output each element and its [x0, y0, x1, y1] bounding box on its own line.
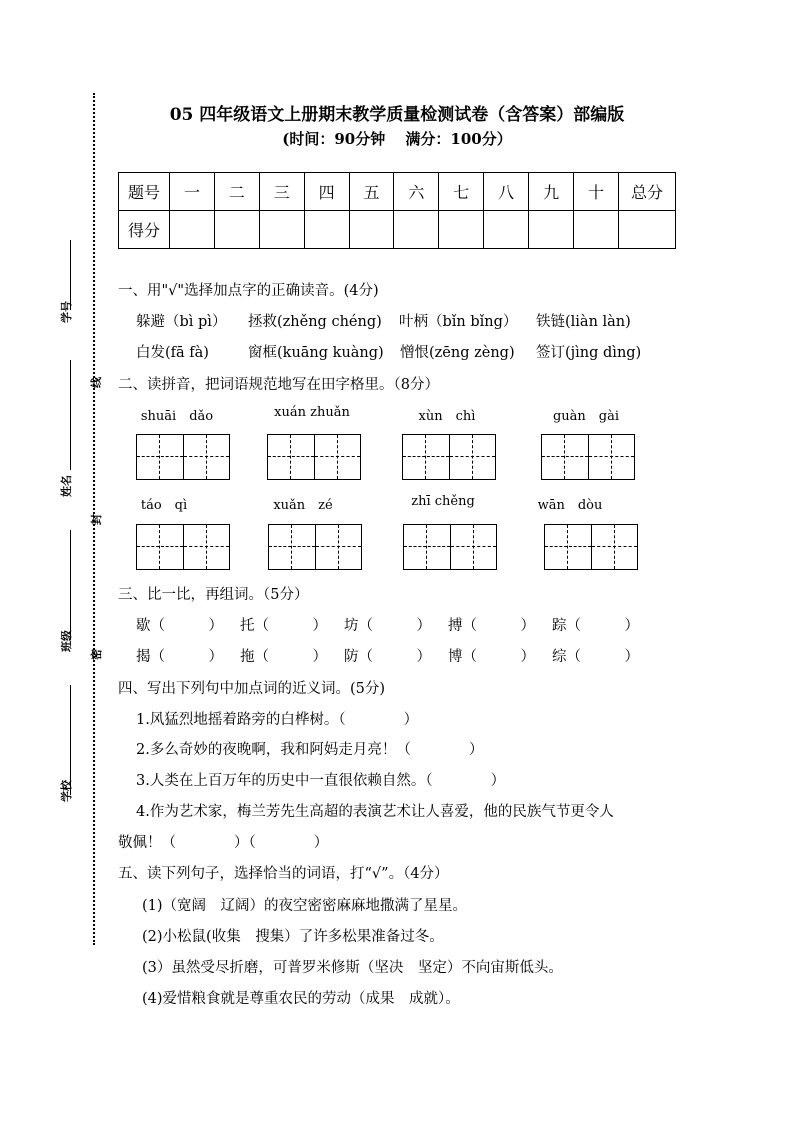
score-table-cell: 三: [259, 173, 304, 211]
s5-item[interactable]: (2)小松鼠(收集 搜集）了许多松果准备过冬。: [142, 929, 444, 945]
score-table-cell: 题号: [119, 173, 170, 211]
side-line-xuehao: [70, 240, 71, 310]
score-table-cell: 八: [484, 173, 529, 211]
s3-item[interactable]: 综（ ）: [552, 649, 639, 665]
s5-item[interactable]: (1)（宽阔 辽阔）的夜空密密麻麻地撒满了星星。: [142, 898, 468, 914]
side-label-xian: 线: [90, 377, 103, 388]
tianzige-box[interactable]: [268, 524, 362, 570]
s3-item[interactable]: 托（ ）: [240, 618, 327, 634]
tianzige-box[interactable]: [136, 524, 230, 570]
tianzige-box[interactable]: [403, 524, 497, 570]
s1-item[interactable]: 躲避（bì pì）: [136, 314, 227, 330]
score-input-cell[interactable]: [529, 211, 574, 249]
section-2-heading: 二、读拼音，把词语规范地写在田字格里。（8分）: [118, 377, 439, 393]
side-label-xuexiao: 学校: [60, 780, 73, 802]
side-label-xuehao: 学号: [60, 301, 73, 323]
score-input-cell[interactable]: [394, 211, 439, 249]
score-table-cell: 二: [214, 173, 259, 211]
s4-item: 4.作为艺术家，梅兰芳先生高超的表演艺术让人喜爱，他的民族气节更令人: [136, 804, 614, 820]
score-table-cell: 七: [439, 173, 484, 211]
pinyin-label: xuán zhuǎn: [274, 405, 350, 420]
score-table-label: 得分: [119, 211, 170, 249]
s3-item[interactable]: 坊（ ）: [344, 618, 431, 634]
s3-item[interactable]: 拖（ ）: [240, 649, 327, 665]
s1-item[interactable]: 叶柄（bǐn bǐng）: [399, 314, 518, 330]
section-4-heading: 四、写出下列句中加点词的近义词。(5分): [118, 681, 386, 697]
s1-item[interactable]: 签订(jìng dìng): [536, 345, 642, 361]
s1-item[interactable]: 白发(fā fà): [136, 345, 209, 361]
s4-item[interactable]: 2.多么奇妙的夜晚啊，我和阿妈走月亮！（ ）: [136, 742, 484, 758]
score-table: [118, 172, 676, 249]
side-line-banji: [70, 530, 71, 640]
s5-item[interactable]: (4)爱惜粮食就是尊重农民的劳动（成果 成就）。: [142, 991, 460, 1007]
tianzige-box[interactable]: [544, 524, 638, 570]
tianzige-box[interactable]: [402, 434, 496, 480]
s3-item[interactable]: 防（ ）: [344, 649, 431, 665]
s4-item[interactable]: 1.风猛烈地摇着路旁的白桦树。（ ）: [136, 712, 419, 728]
tianzige-box[interactable]: [267, 434, 361, 480]
s1-item[interactable]: 憎恨(zēng zèng): [400, 345, 515, 361]
score-input-cell[interactable]: [349, 211, 394, 249]
score-input-cell[interactable]: [259, 211, 304, 249]
score-input-cell[interactable]: [484, 211, 529, 249]
score-input-cell[interactable]: [304, 211, 349, 249]
section-1-heading: 一、用"√"选择加点字的正确读音。(4分): [118, 283, 379, 299]
s1-item[interactable]: 铁链(liàn làn): [536, 314, 631, 330]
tianzige-box[interactable]: [136, 434, 230, 480]
score-table-cell: 四: [304, 173, 349, 211]
score-table-score-row: [119, 211, 676, 249]
side-line-xuexiao: [70, 685, 71, 795]
pinyin-label: xuǎn zé: [273, 498, 333, 513]
score-input-cell[interactable]: [214, 211, 259, 249]
pinyin-label: xùn chì: [418, 409, 476, 424]
s4-item[interactable]: 3.人类在上百万年的历史中一直很依赖自然。（ ）: [136, 773, 506, 789]
side-label-feng: 封: [90, 514, 103, 525]
score-input-cell[interactable]: [439, 211, 484, 249]
side-label-xingming: 姓名: [60, 475, 73, 497]
score-table-cell: 十: [574, 173, 619, 211]
s3-item[interactable]: 揭（ ）: [136, 649, 223, 665]
pinyin-label: táo qì: [140, 498, 188, 513]
score-input-cell[interactable]: [170, 211, 215, 249]
pinyin-label: wān dòu: [537, 498, 603, 513]
score-table-header-row: [119, 173, 676, 211]
pinyin-label: guàn gài: [552, 409, 620, 424]
score-table-cell: 六: [394, 173, 439, 211]
section-5-heading: 五、读下列句子，选择恰当的词语，打“√”。（4分）: [118, 866, 449, 882]
s4-item[interactable]: 敬佩！（ ）（ ）: [118, 835, 329, 851]
pinyin-label: shuāi dǎo: [140, 409, 214, 424]
score-input-cell[interactable]: [619, 211, 676, 249]
score-input-cell[interactable]: [574, 211, 619, 249]
s1-item[interactable]: 窗框(kuāng kuàng): [248, 345, 384, 361]
side-label-mi: 密: [90, 649, 103, 660]
s5-item[interactable]: (3）虽然受尽折磨，可普罗米修斯（坚决 坚定）不向宙斯低头。: [142, 960, 563, 976]
s3-item[interactable]: 歇（ ）: [136, 618, 223, 634]
s3-item[interactable]: 踪（ ）: [552, 618, 639, 634]
side-line-xingming: [70, 360, 71, 470]
section-3-heading: 三、比一比，再组词。（5分）: [118, 587, 309, 603]
score-table-cell: 五: [349, 173, 394, 211]
tianzige-box[interactable]: [541, 434, 635, 480]
pinyin-label: zhī chěng: [411, 494, 475, 509]
s1-item[interactable]: 拯救(zhěng chéng): [248, 314, 382, 330]
score-table-cell: 一: [170, 173, 215, 211]
score-table-cell: 总分: [619, 173, 676, 211]
score-table-cell: 九: [529, 173, 574, 211]
s3-item[interactable]: 博（ ）: [448, 649, 535, 665]
page-subtitle: (时间：90分钟 满分：100分）: [282, 130, 512, 148]
s3-item[interactable]: 搏（ ）: [448, 618, 535, 634]
side-label-banji: 班级: [60, 630, 73, 652]
page-title: 05 四年级语文上册期末教学质量检测试卷（含答案）部编版: [169, 105, 625, 125]
